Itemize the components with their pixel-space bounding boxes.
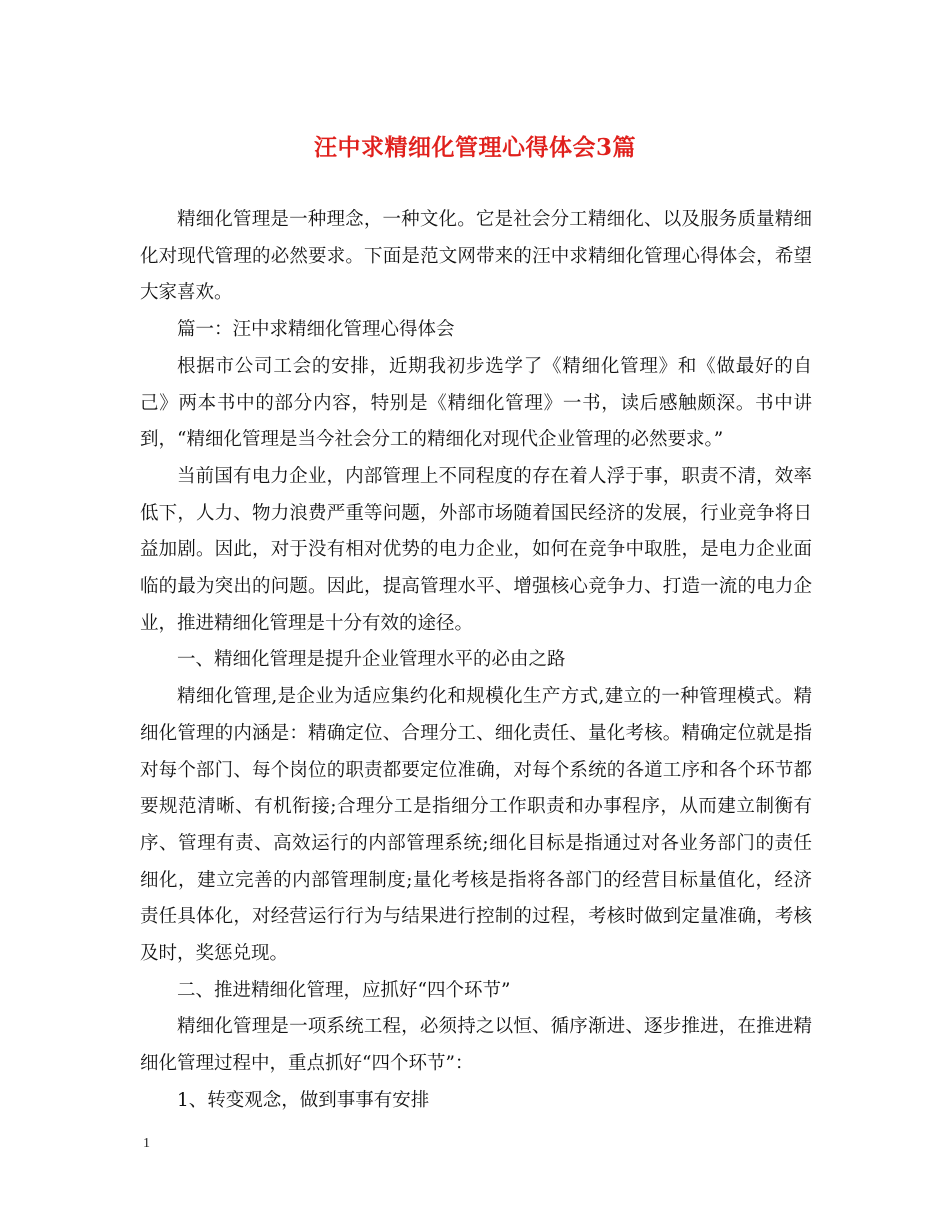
body-paragraph: 当前国有电力企业，内部管理上不同程度的存在着人浮于事，职责不清，效率低下，人力、物力浪费严重等问题，外部市场随着国民经济的发展，行业竞争将日益加剧。因此，对于没有相对优势的电力企业，如何在竞争中取胜，是电力企业面临的最为突出的问题。因此，提高管理水平、增强核心竞争力、打造一流的电力企业，推进精细化管理是十分有效的途径。 xyxy=(140,465,812,634)
body-paragraph: 根据市公司工会的安排，近期我初步选学了《精细化管理》和《做最好的自己》两本书中的部分内容，特别是《精细化管理》一书，读后感触颇深。书中讲到，“精细化管理是当今社会分工的精细化对现代企业管理的必然要求。” xyxy=(140,355,812,451)
body-paragraph: 精细化管理,是企业为适应集约化和规模化生产方式,建立的一种管理模式。精细化管理的内涵是：精确定位、合理分工、细化责任、量化考核。精确定位就是指对每个部门、每个岗位的职责都要定位准确，对每个系统的各道工序和各个环节都要规范清晰、有机衔接;合理分工是指细分工作职责和办事程序，从而建立制衡有序、管理有责、高效运行的内部管理系统;细化目标是指通过对各业务部门的责任细化，建立完善的内部管理制度;量化考核是指将各部门的经营目标量值化，经济责任具体化，对经营运行行为与结果进行控制的过程，考核时做到定量准确，考核及时，奖惩兑现。 xyxy=(140,686,812,965)
document-body xyxy=(140,202,812,1120)
page-number: 1 xyxy=(143,1136,150,1151)
document-title: 汪中求精细化管理心得体会3篇 xyxy=(313,134,636,161)
list-item-heading: 1、转变观念，做到事事有安排 xyxy=(177,1089,430,1111)
intro-paragraph: 精细化管理是一种理念，一种文化。它是社会分工精细化、以及服务质量精细化对现代管理的必然要求。下面是范文网带来的汪中求精细化管理心得体会，希望大家喜欢。 xyxy=(140,209,812,304)
section-heading-part-one: 篇一：汪中求精细化管理心得体会 xyxy=(177,319,455,341)
section-heading: 二、推进精细化管理，应抓好“四个环节” xyxy=(177,979,511,1001)
section-heading: 一、精细化管理是提升企业管理水平的必由之路 xyxy=(177,649,566,671)
body-paragraph: 精细化管理是一项系统工程，必须持之以恒、循序渐进、逐步推进，在推进精细化管理过程中，重点抓好“四个环节”： xyxy=(140,1016,812,1075)
